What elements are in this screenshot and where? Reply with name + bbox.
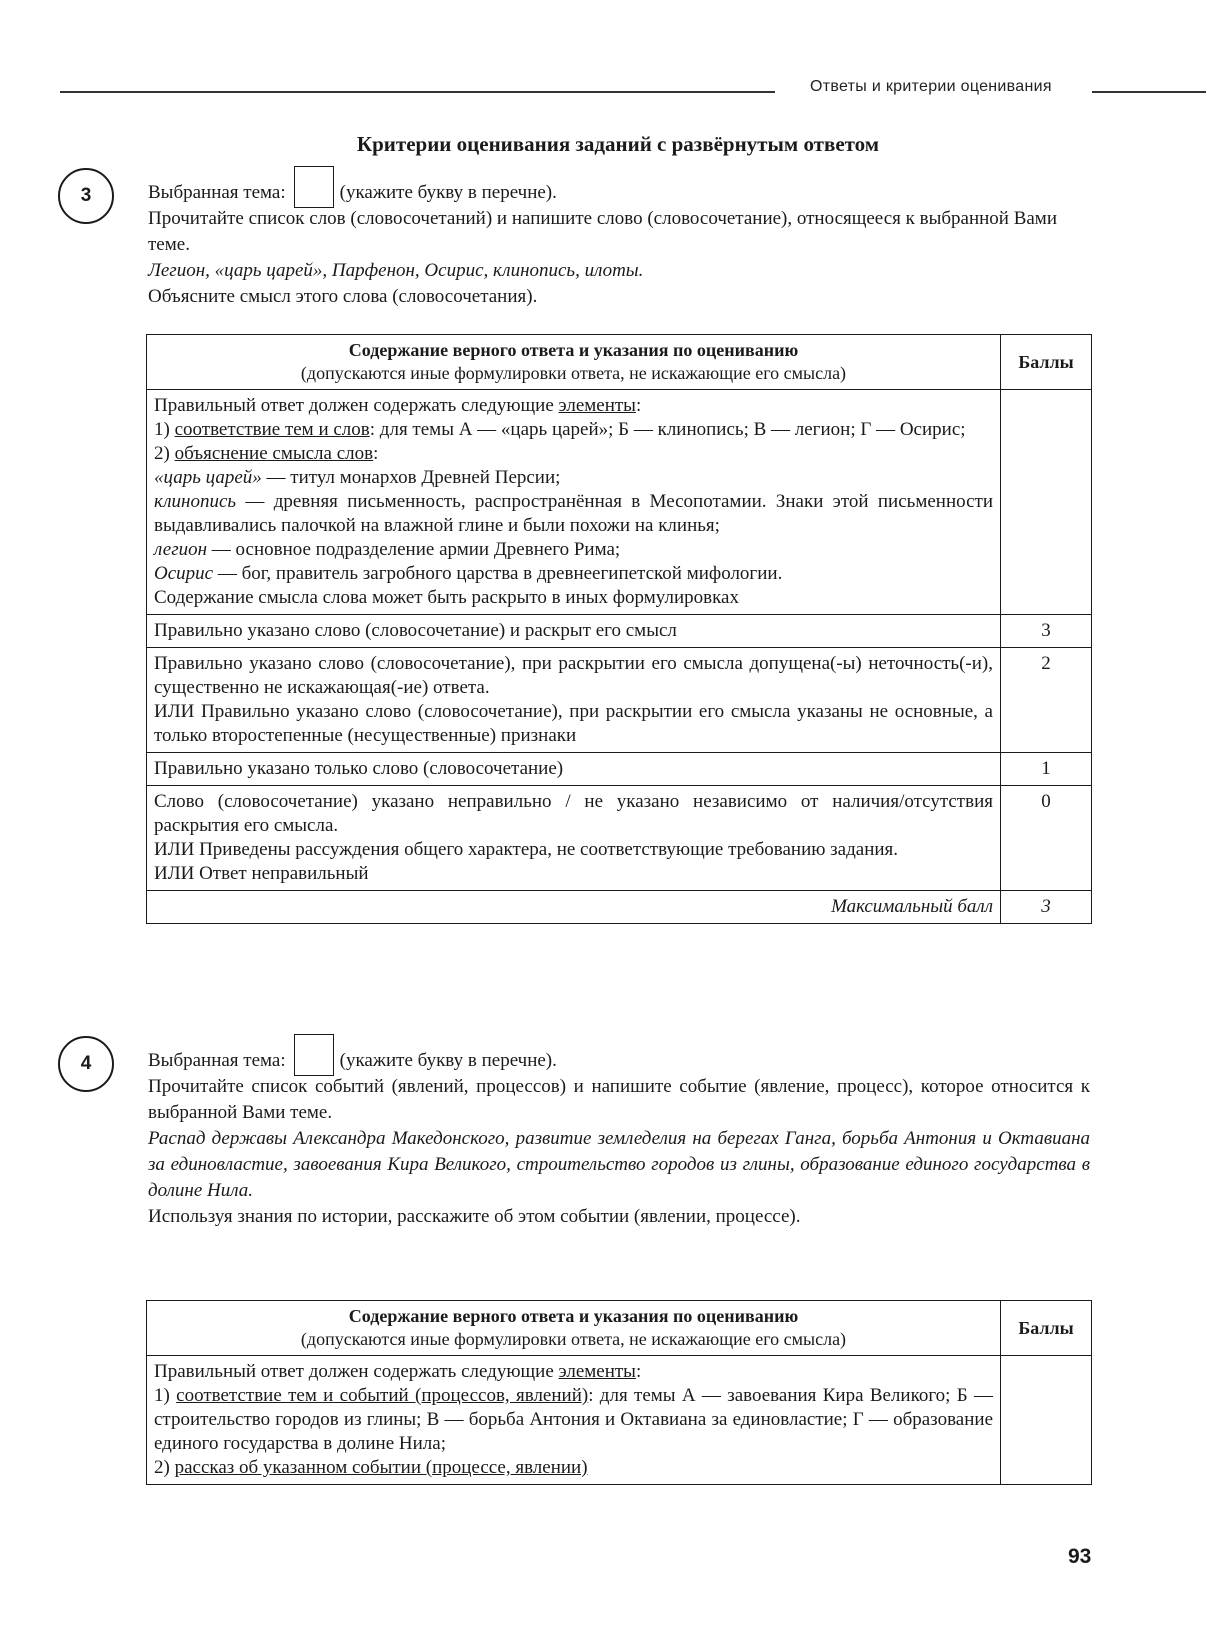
task-4-theme-answer-box[interactable] [294,1034,334,1076]
task-4-theme-label: Выбранная тема: [148,1050,286,1071]
task-4-criteria-table [146,1300,1092,1485]
task-3-theme-label: Выбранная тема: [148,182,286,203]
answer-content: Правильный ответ должен содержать следующие элементы: 1) соответствие тем и событий (процессов, явлений): для темы А — завоевания Кира Великого; Б — строительство городов из глины; В — борьба Антония и Октавиана за единовластие; Г — образование единого государства в долине Нила; 2) рассказ об указанном событии (процессе, явлении) [147,1356,1001,1485]
criterion-points: 0 [1001,786,1092,891]
table-row-answer [147,390,1092,615]
task-4-statement [148,1040,1090,1230]
task-4-number-badge: 4 [58,1036,114,1092]
table-header-points: Баллы [1001,335,1092,390]
criterion-points: 2 [1001,648,1092,753]
criterion-points: 3 [1001,615,1092,648]
page-number: 93 [1068,1545,1092,1568]
table-header-points: Баллы [1001,1301,1092,1356]
table-row [147,648,1092,753]
table-row [147,753,1092,786]
criterion-points: 1 [1001,753,1092,786]
task-3-theme-row [148,172,1090,206]
table-row [147,615,1092,648]
answer-points-empty [1001,390,1092,615]
table-row [147,786,1092,891]
header-rule-right [1092,91,1206,93]
criterion-text: Слово (словосочетание) указано неправильно / не указано независимо от наличия/отсутствия раскрытия его смысла. ИЛИ Приведены рассуждения общего характера, не соответствующие требованию задания. ИЛИ Ответ неправильный [147,786,1001,891]
page-title: Критерии оценивания заданий с развёрнутым ответом [356,132,880,156]
task-3-statement [148,172,1090,310]
header-rule-left [60,91,775,93]
task-3-instruction: Прочитайте список слов (словосочетаний) и напишите слово (словосочетание), относящееся к выбранной Вами теме. [148,208,1058,255]
answer-content: Правильный ответ должен содержать следующие элементы: 1) соответствие тем и слов: для темы А — «царь царей»; Б — клинопись; В — легион; Г — Осирис; 2) объяснение смысла слов: «царь царей» — титул монархов Древней Персии; клинопись — древняя письменность, распространённая в Месопотамии. Знаки этой письменности выдавливались палочкой на влажной глине и были похожи на клинья; легион — основное подразделение армии Древнего Рима; Осирис — бог, правитель загробного царства в древнеегипетской мифологии. Содержание смысла слова может быть раскрыто в иных формулировках [147,390,1001,615]
task-4-theme-row [148,1040,1090,1074]
task-4-items-list: Распад державы Александра Македонского, развитие земледелия на берегах Ганга, борьба Антония и Октавиана за единовластие, завоевания Кира Великого, строительство городов из глины, образование единого государства в долине Нила. [148,1128,1090,1201]
task-3-theme-hint: (укажите букву в перечне). [339,182,557,203]
table-header-content: Содержание верного ответа и указания по оцениванию (допускаются иные формулировки ответа, не искажающие его смысла) [147,1301,1001,1356]
table-header-content: Содержание верного ответа и указания по оцениванию (допускаются иные формулировки ответа, не искажающие его смысла) [147,335,1001,390]
task-3-criteria-table [146,334,1092,924]
task-4-instruction: Прочитайте список событий (явлений, процессов) и напишите событие (явление, процесс), которое относится к выбранной Вами теме. [148,1076,1090,1123]
max-score-label: Максимальный балл [147,891,1001,924]
task-3-question: Объясните смысл этого слова (словосочетания). [148,286,538,307]
criterion-text: Правильно указано слово (словосочетание) и раскрыт его смысл [147,615,1001,648]
table-header-row [147,335,1092,390]
criterion-text: Правильно указано только слово (словосочетание) [147,753,1001,786]
max-score-value: 3 [1001,891,1092,924]
task-4-question: Используя знания по истории, расскажите об этом событии (явлении, процессе). [148,1206,801,1227]
task-3-theme-answer-box[interactable] [294,166,334,208]
task-3-number-badge: 3 [58,168,114,224]
table-header-row [147,1301,1092,1356]
task-3-items-list: Легион, «царь царей», Парфенон, Осирис, клинопись, илоты. [148,260,644,281]
task-4-theme-hint: (укажите букву в перечне). [339,1050,557,1071]
table-row-max [147,891,1092,924]
criterion-text: Правильно указано слово (словосочетание), при раскрытии его смысла допущена(-ы) неточность(-и), существенно не искажающая(-ие) ответа. ИЛИ Правильно указано слово (словосочетание), при раскрытии его смысла указаны не основные, а только второстепенные (несущественные) признаки [147,648,1001,753]
table-row-answer [147,1356,1092,1485]
section-title: Ответы и критерии оценивания [810,78,1052,95]
answer-points-empty [1001,1356,1092,1485]
